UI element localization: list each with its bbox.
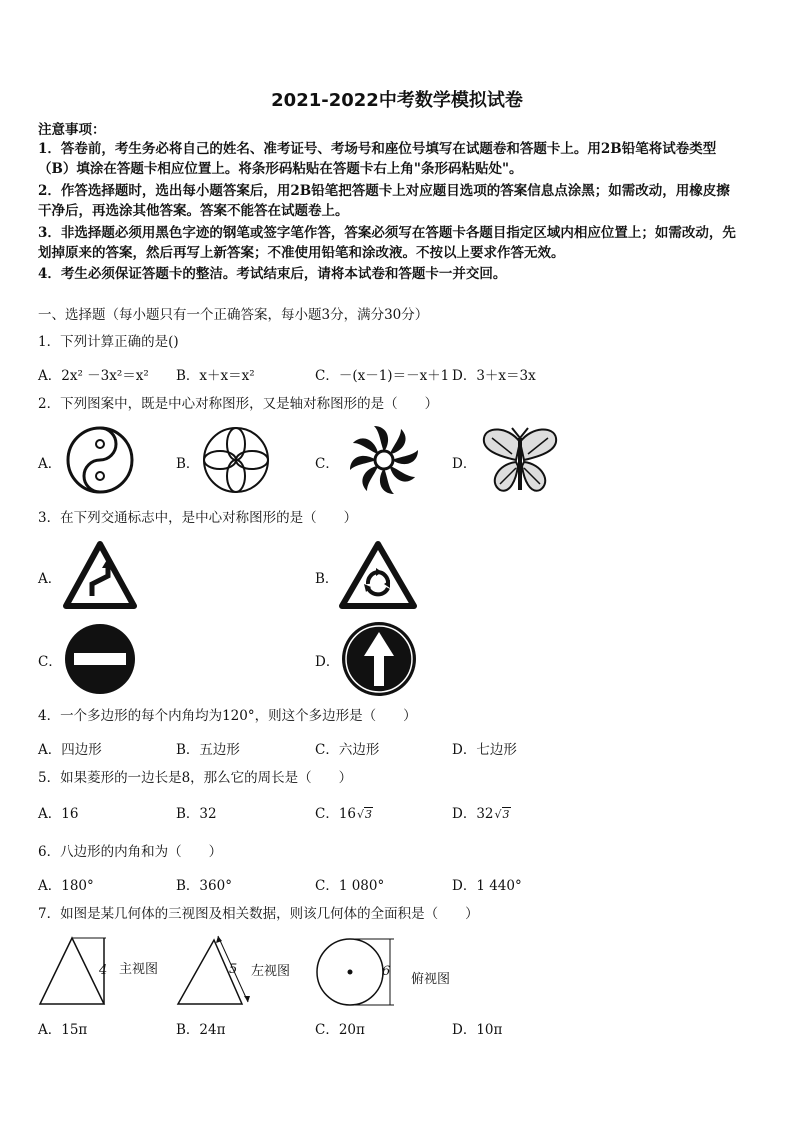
q6-option-d[interactable]: D．1 440° xyxy=(452,878,522,894)
q3-option-a[interactable]: A． xyxy=(38,571,62,587)
q6-option-b[interactable]: B．360° xyxy=(176,878,232,894)
left-view-slant: 5 xyxy=(229,962,238,977)
q3-option-d[interactable]: D． xyxy=(315,654,340,670)
q1-option-a[interactable]: A．2x² －3x²＝x² xyxy=(38,368,149,384)
question-1-stem: 1．下列计算正确的是() xyxy=(38,334,179,350)
q4-option-c[interactable]: C．六边形 xyxy=(315,742,380,758)
q5-option-c-coef: C．16 xyxy=(315,806,357,822)
front-view-height: 4 xyxy=(99,963,108,978)
q1-option-d[interactable]: D．3＋x＝3x xyxy=(452,368,536,384)
notes-line: 干净后，再选涂其他答案。答案不能答在试题卷上。 xyxy=(38,203,349,219)
sqrt-symbol: √3 xyxy=(494,808,510,821)
yin-yang-figure xyxy=(62,424,138,496)
four-petal-figure xyxy=(200,424,272,496)
top-view-circle xyxy=(314,936,404,1008)
question-5-stem: 5．如果菱形的一边长是8，那么它的周长是（ ） xyxy=(38,770,353,786)
top-view-label: 俯视图 xyxy=(411,972,451,987)
q5-option-a[interactable]: A．16 xyxy=(38,806,79,822)
roundabout-sign-figure xyxy=(338,540,418,610)
q7-option-a[interactable]: A．15π xyxy=(38,1022,88,1038)
pinwheel-flower-figure xyxy=(342,420,426,500)
question-3-stem: 3．在下列交通标志中，是中心对称图形的是（ ） xyxy=(38,510,358,526)
q5-option-c[interactable] xyxy=(315,802,373,822)
q6-option-a[interactable]: A．180° xyxy=(38,878,94,894)
question-6-stem: 6．八边形的内角和为（ ） xyxy=(38,844,223,860)
left-view-triangle xyxy=(176,934,256,1006)
q1-option-b[interactable]: B．x＋x＝x² xyxy=(176,368,255,384)
left-view-label: 左视图 xyxy=(251,964,291,979)
radicand: 3 xyxy=(365,808,373,821)
top-view-diameter: 6 xyxy=(382,964,391,979)
notes-heading: 注意事项： xyxy=(38,122,106,138)
q3-option-c[interactable]: C． xyxy=(38,654,62,670)
q5-option-d-coef: D．32 xyxy=(452,806,494,822)
butterfly-figure xyxy=(478,424,562,496)
notes-line: 3．非选择题必须用黑色字迹的钢笔或签字笔作答，答案必须写在答题卡各题目指定区域内相应位置上；如需改动，先 xyxy=(38,225,736,241)
q7-option-c[interactable]: C．20π xyxy=(315,1022,365,1038)
q4-option-a[interactable]: A．四边形 xyxy=(38,742,102,758)
sqrt-symbol: √3 xyxy=(357,808,373,821)
q5-option-b[interactable]: B．32 xyxy=(176,806,217,822)
q2-option-c[interactable]: C． xyxy=(315,456,339,472)
q5-option-d[interactable] xyxy=(452,802,511,822)
front-view-label: 主视图 xyxy=(119,962,159,977)
notes-line: 4．考生必须保证答题卡的整洁。考试结束后，请将本试卷和答题卡一并交回。 xyxy=(38,266,507,282)
q3-option-b[interactable]: B． xyxy=(315,571,339,587)
q1-option-c[interactable]: C．－(x－1)＝－x＋1 xyxy=(315,368,450,384)
section-heading: 一、选择题（每小题只有一个正确答案，每小题3分，满分30分） xyxy=(38,307,429,323)
radicand: 3 xyxy=(502,808,510,821)
question-2-stem: 2．下列图案中，既是中心对称图形，又是轴对称图形的是（ ） xyxy=(38,396,439,412)
winding-road-sign-figure xyxy=(62,540,138,610)
q7-option-b[interactable]: B．24π xyxy=(176,1022,226,1038)
q6-option-c[interactable]: C．1 080° xyxy=(315,878,385,894)
question-4-stem: 4．一个多边形的每个内角均为120°，则这个多边形是（ ） xyxy=(38,708,417,724)
question-7-stem: 7．如图是某几何体的三视图及相关数据，则该几何体的全面积是（ ） xyxy=(38,906,479,922)
no-entry-sign-figure xyxy=(62,622,138,696)
notes-line: 1．答卷前，考生务必将自己的姓名、准考证号、考场号和座位号填写在试题卷和答题卡上。用2B铅笔将试卷类型 xyxy=(38,141,717,157)
notes-line: 划掉原来的答案，然后再写上新答案；不准使用铅笔和涂改液。不按以上要求作答无效。 xyxy=(38,245,565,261)
q2-option-a[interactable]: A． xyxy=(38,456,62,472)
notes-line: （B）填涂在答题卡相应位置上。将条形码粘贴在答题卡右上角"条形码粘贴处"。 xyxy=(38,161,523,177)
q4-option-d[interactable]: D．七边形 xyxy=(452,742,517,758)
q4-option-b[interactable]: B．五边形 xyxy=(176,742,240,758)
page-title: 2021-2022中考数学模拟试卷 xyxy=(271,90,523,111)
straight-ahead-sign-figure xyxy=(340,620,418,698)
notes-line: 2．作答选择题时，选出每小题答案后，用2B铅笔把答题卡上对应题目选项的答案信息点涂黑；如需改动，用橡皮擦 xyxy=(38,183,730,199)
q2-option-b[interactable]: B． xyxy=(176,456,200,472)
q7-option-d[interactable]: D．10π xyxy=(452,1022,503,1038)
q2-option-d[interactable]: D． xyxy=(452,456,477,472)
